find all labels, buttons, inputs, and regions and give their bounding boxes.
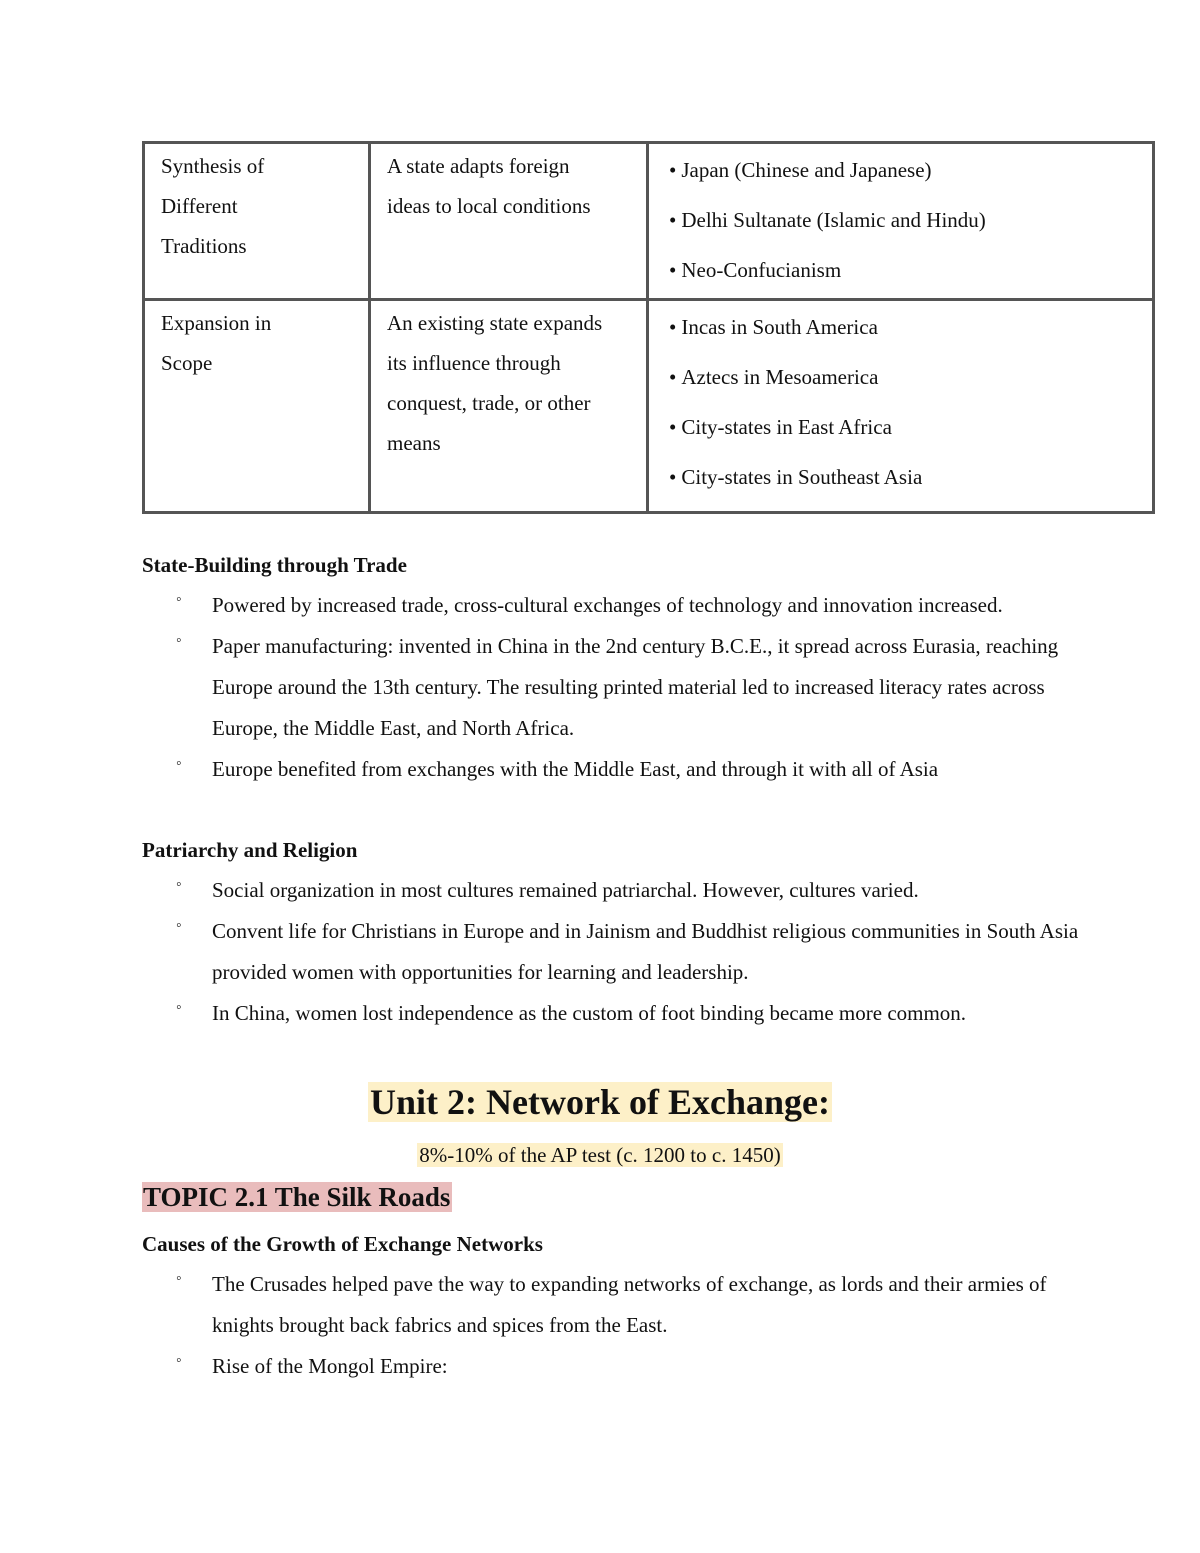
table-row — [144, 143, 1154, 300]
list-item-text: Convent life for Christians in Europe and in Jainism and Buddhist religious communities in South Asia provided women with opportunities for learning and leadership. — [212, 919, 1079, 984]
list-item-text: Rise of the Mongol Empire: — [212, 1354, 448, 1378]
definition-line: An existing state expands — [387, 311, 603, 335]
list-item — [142, 1264, 1082, 1346]
list-item-text: Social organization in most cultures remained patriarchal. However, cultures varied. — [212, 878, 919, 902]
list-item-text: Paper manufacturing: invented in China in the 2nd century B.C.E., it spread across Eurasia, reaching Europe around the 13th century. The resulting printed material led to increased literacy rates across Europe, the Middle East, and North Africa. — [212, 634, 1059, 740]
bullet-o-icon: ◦ — [176, 917, 182, 934]
list-item — [142, 1346, 1082, 1387]
list-item — [142, 911, 1082, 993]
section-heading: Patriarchy and Religion — [142, 838, 358, 862]
bullet-o-icon: ◦ — [176, 755, 182, 772]
bullet-list — [142, 585, 1082, 790]
list-item — [142, 993, 1082, 1034]
unit-title-block — [0, 1078, 1200, 1126]
definition-line: its influence through — [387, 351, 561, 375]
term-line: Expansion in — [161, 311, 272, 335]
topic-heading-block — [142, 1178, 452, 1216]
state-building-table — [142, 141, 1155, 514]
unit-title: Unit 2: Network of Exchange: — [370, 1082, 830, 1122]
list-item — [142, 626, 1082, 749]
list-item-text: Powered by increased trade, cross-cultural exchanges of technology and innovation increased. — [212, 593, 1003, 617]
table-cell-term — [144, 300, 370, 513]
list-item-text: Europe benefited from exchanges with the Middle East, and through it with all of Asia — [212, 757, 939, 781]
example-item: • Incas in South America — [669, 301, 1136, 353]
list-item-text: In China, women lost independence as the custom of foot binding became more common. — [212, 1001, 967, 1025]
examples-list — [669, 301, 1136, 503]
list-item — [142, 749, 1082, 790]
example-item: • City-states in East Africa — [669, 401, 1136, 453]
bullet-o-icon: ◦ — [176, 591, 182, 608]
definition-line: ideas to local conditions — [387, 194, 591, 218]
table-cell-examples — [648, 300, 1154, 513]
patriarchy-section — [142, 830, 1082, 1034]
table-cell-term — [144, 143, 370, 300]
topic-title: TOPIC 2.1 The Silk Roads — [143, 1182, 451, 1212]
list-item — [142, 585, 1082, 626]
example-item: • Delhi Sultanate (Islamic and Hindu) — [669, 194, 1136, 246]
table-cell-definition — [370, 300, 648, 513]
definition-line: A state adapts foreign — [387, 154, 570, 178]
unit-subtitle: 8%-10% of the AP test (c. 1200 to c. 1450) — [419, 1143, 781, 1167]
table-row — [144, 300, 1154, 513]
list-item-text: The Crusades helped pave the way to expanding networks of exchange, as lords and their armies of knights brought back fabrics and spices from the East. — [212, 1272, 1047, 1337]
example-item: • Aztecs in Mesoamerica — [669, 351, 1136, 403]
bullet-o-icon: ◦ — [176, 876, 182, 893]
example-item: • Japan (Chinese and Japanese) — [669, 144, 1136, 196]
causes-section — [142, 1224, 1082, 1387]
term-line: Traditions — [161, 234, 247, 258]
bullet-o-icon: ◦ — [176, 1352, 182, 1369]
bullet-o-icon: ◦ — [176, 632, 182, 649]
example-item: • City-states in Southeast Asia — [669, 451, 1136, 503]
table-cell-definition — [370, 143, 648, 300]
term-line: Different — [161, 194, 238, 218]
examples-list — [669, 144, 1136, 296]
definition-line: conquest, trade, or other — [387, 391, 591, 415]
section-heading: State-Building through Trade — [142, 553, 407, 577]
bullet-o-icon: ◦ — [176, 1270, 182, 1287]
state-building-section — [142, 545, 1082, 790]
unit-subtitle-block — [0, 1140, 1200, 1170]
list-item — [142, 870, 1082, 911]
example-item: • Neo-Confucianism — [669, 244, 1136, 296]
bullet-list — [142, 1264, 1082, 1387]
bullet-o-icon: ◦ — [176, 999, 182, 1016]
table-cell-examples — [648, 143, 1154, 300]
term-line: Synthesis of — [161, 154, 265, 178]
bullet-list — [142, 870, 1082, 1034]
definition-line: means — [387, 431, 441, 455]
term-line: Scope — [161, 351, 213, 375]
section-heading: Causes of the Growth of Exchange Networks — [142, 1232, 543, 1256]
